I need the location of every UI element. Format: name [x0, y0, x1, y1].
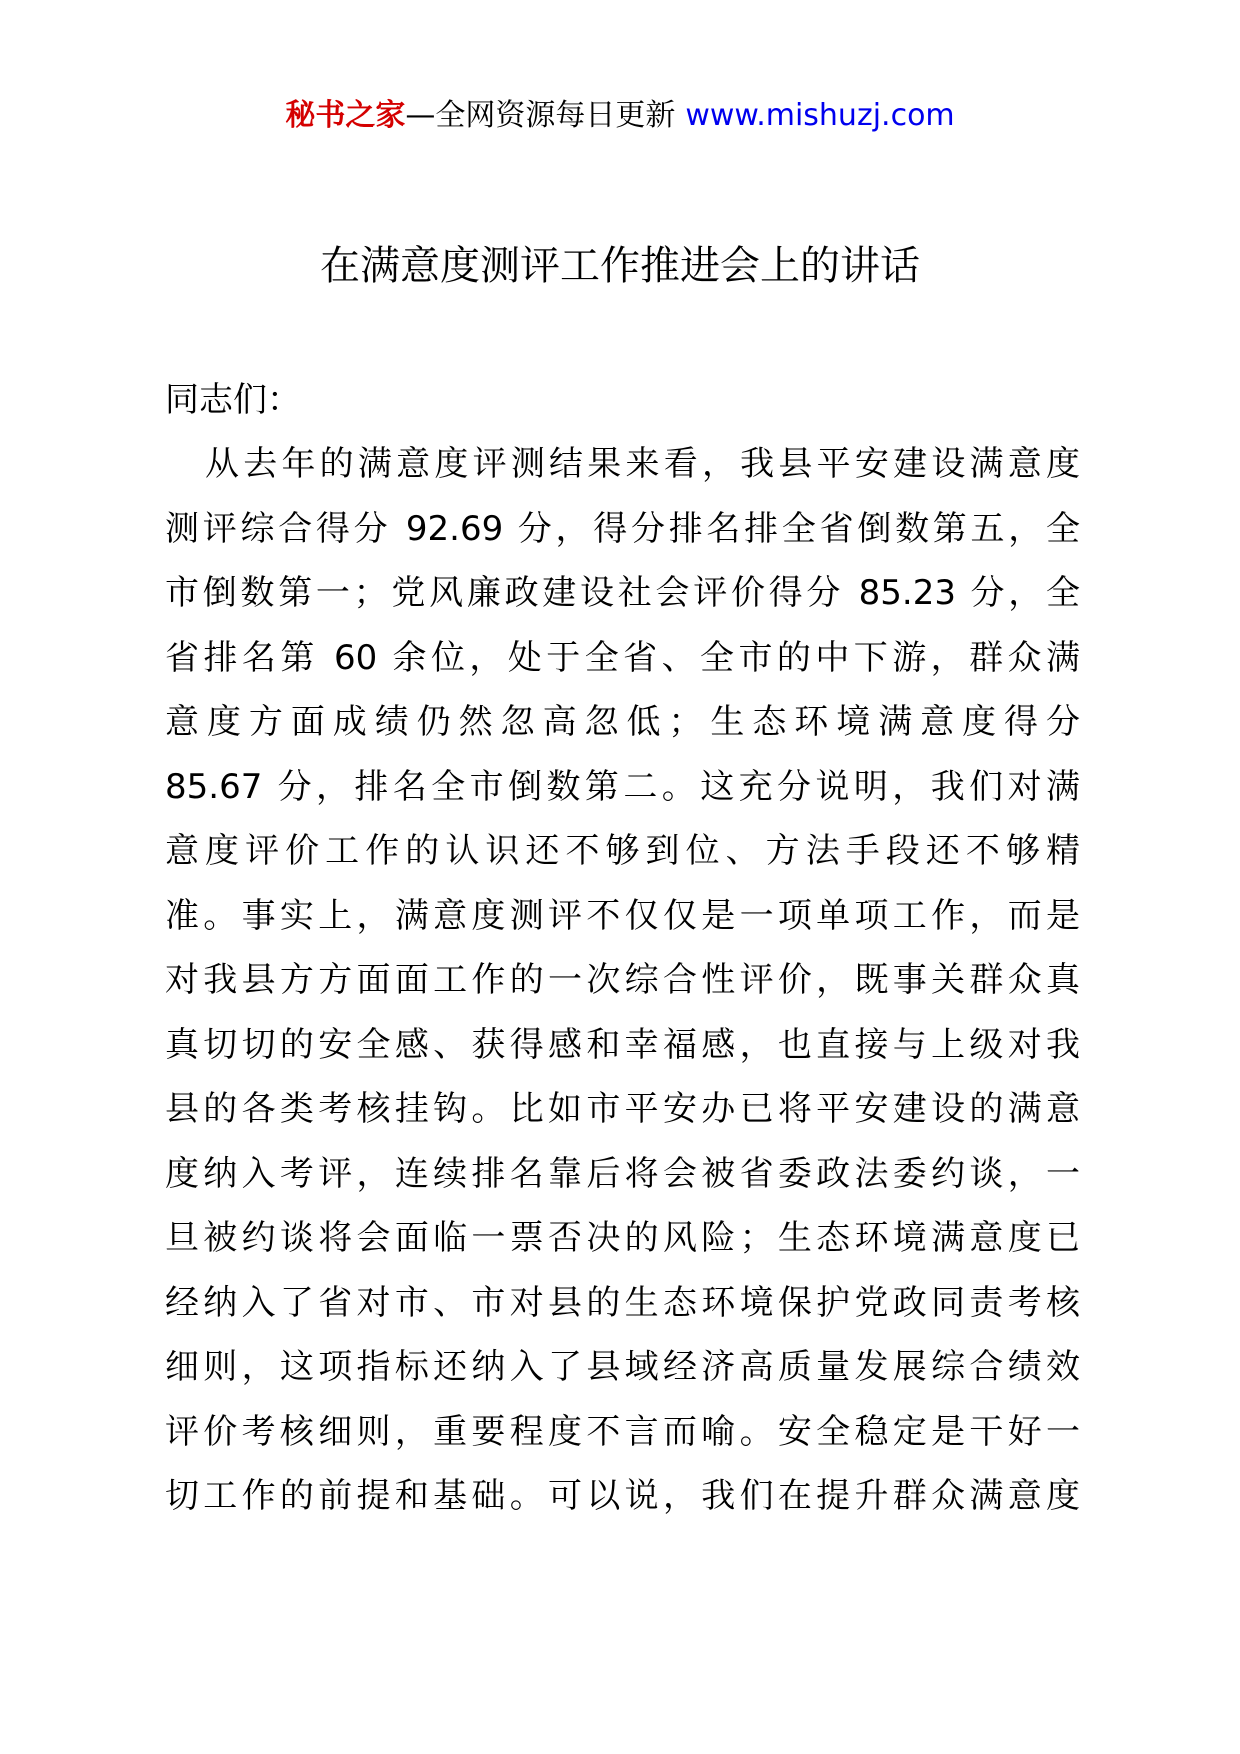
header-tagline: —全网资源每日更新	[405, 98, 676, 133]
paragraph-line: 省排名第 60 余位，处于全省、全市的中下游，群众满	[165, 637, 1080, 678]
paragraph-line: 85.67 分，排名全市倒数第二。这充分说明，我们对满	[165, 766, 1080, 807]
paragraph-line: 真切切的安全感、获得感和幸福感，也直接与上级对我	[165, 1024, 1080, 1065]
salutation: 同志们：	[165, 380, 301, 420]
document-body	[165, 368, 1080, 1529]
site-header	[0, 96, 1240, 136]
paragraph-line: 细则，这项指标还纳入了县域经济高质量发展综合绩效	[165, 1347, 1080, 1387]
document-title: 在满意度测评工作推进会上的讲话	[320, 243, 920, 289]
paragraph-line: 准。事实上，满意度测评不仅仅是一项单项工作，而是	[165, 895, 1080, 936]
paragraph-line: 意度评价工作的认识还不够到位、方法手段还不够精	[165, 831, 1080, 871]
paragraph-line: 旦被约谈将会面临一票否决的风险；生态环境满意度已	[165, 1218, 1080, 1258]
paragraph-line: 市倒数第一；党风廉政建设社会评价得分 85.23 分，全	[165, 573, 1080, 613]
paragraph-line: 测评综合得分 92.69 分，得分排名排全省倒数第五，全	[165, 508, 1080, 549]
paragraph-line: 对我县方方面面工作的一次综合性评价，既事关群众真	[165, 960, 1080, 1000]
paragraph-line: 度纳入考评，连续排名靠后将会被省委政法委约谈，一	[165, 1153, 1080, 1194]
paragraph-line: 从去年的满意度评测结果来看，我县平安建设满意度	[205, 444, 1080, 484]
brand-name: 秘书之家	[285, 98, 406, 133]
paragraph-line: 县的各类考核挂钩。比如市平安办已将平安建设的满意	[165, 1089, 1080, 1129]
site-url-link[interactable]: www.mishuzj.com	[685, 98, 955, 133]
paragraph-line: 意度方面成绩仍然忽高忽低；生态环境满意度得分	[165, 702, 1080, 742]
paragraph-line: 经纳入了省对市、市对县的生态环境保护党政同责考核	[165, 1282, 1080, 1323]
paragraph-line: 切工作的前提和基础。可以说，我们在提升群众满意度	[165, 1476, 1080, 1516]
paragraph-line: 评价考核细则，重要程度不言而喻。安全稳定是干好一	[165, 1411, 1080, 1452]
